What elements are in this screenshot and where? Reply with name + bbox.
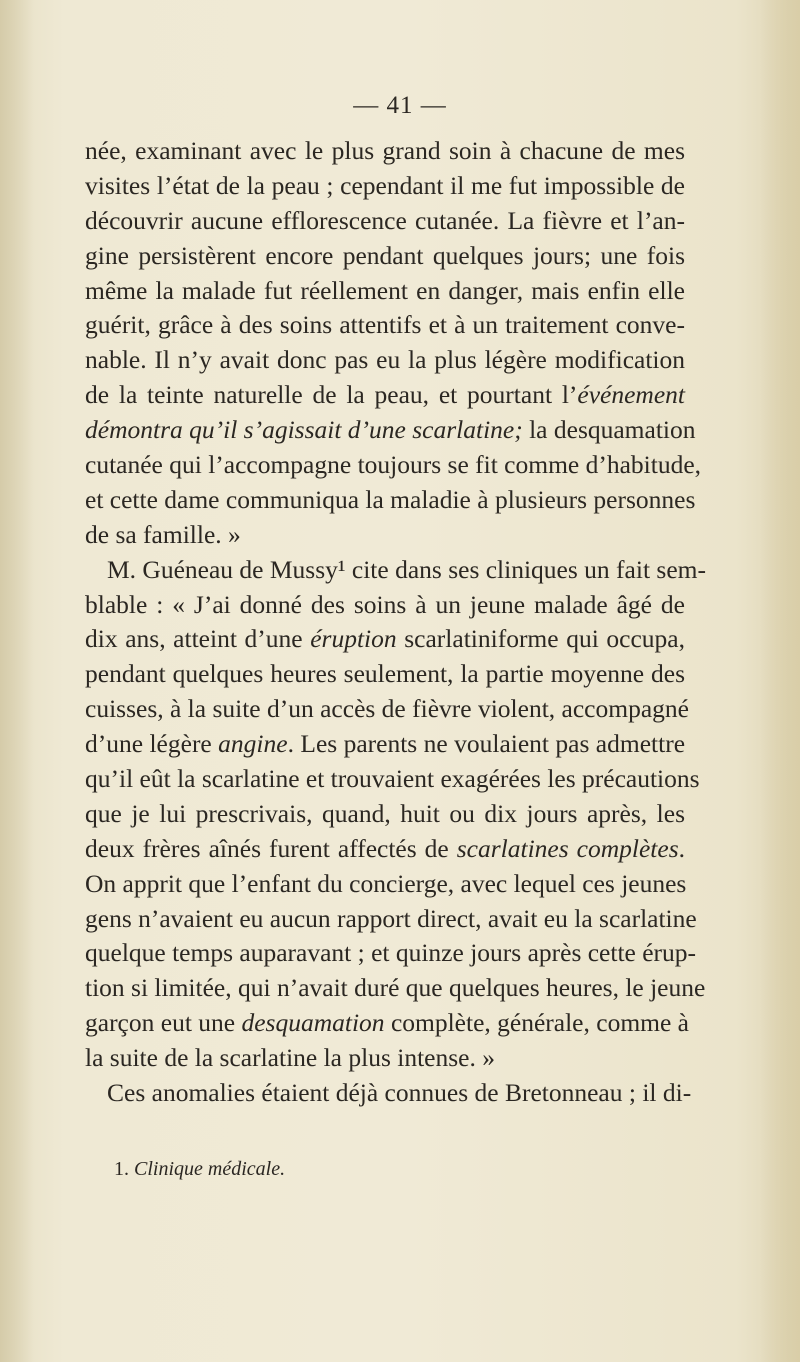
footnote	[114, 1158, 285, 1181]
text-line: la suite de la scarlatine la plus intense. »	[85, 1043, 495, 1073]
page-number: — 41 —	[353, 92, 447, 119]
text-line: tion si limitée, qui n’avait duré que quelques heures, le jeune	[85, 973, 706, 1003]
text-line: même la malade fut réellement en danger, mais enfin elle	[85, 275, 685, 305]
text-line: guérit, grâce à des soins attentifs et à un traitement conve-	[85, 310, 685, 340]
text-line: cutanée qui l’accompagne toujours se fit comme d’habitude,	[85, 450, 702, 480]
page-edge-shadow-right	[760, 0, 800, 1362]
text-line: dix ans, atteint d’une éruption scarlatiniforme qui occupa,	[85, 624, 685, 654]
italic-text: événement	[577, 380, 685, 410]
text-line: de sa famille. »	[85, 519, 241, 549]
italic-text: démontra qu’il s’agissait d’une scarlatine;	[85, 415, 523, 445]
text-line: Ces anomalies étaient déjà connues de Bretonneau ; il di-	[107, 1078, 692, 1108]
text-line: quelque temps auparavant ; et quinze jours après cette érup-	[85, 938, 697, 968]
italic-text: angine	[218, 729, 288, 759]
text-line: qu’il eût la scarlatine et trouvaient exagérées les précautions	[85, 764, 700, 794]
text-line: deux frères aînés furent affectés de scarlatines complètes.	[85, 833, 685, 863]
text-line: découvrir aucune efflorescence cutanée. La fièvre et l’an-	[85, 205, 685, 235]
text-line: de la teinte naturelle de la peau, et pourtant l’événement	[85, 380, 685, 410]
text-line: d’une légère angine. Les parents ne voulaient pas admettre	[85, 729, 686, 759]
text-line: garçon eut une desquamation complète, générale, comme à	[85, 1008, 689, 1038]
text-line: née, examinant avec le plus grand soin à chacune de mes	[85, 136, 685, 165]
body-text	[85, 134, 706, 1111]
text-line: blable : « J’ai donné des soins à un jeune malade âgé de	[85, 589, 685, 619]
text-line: que je lui prescrivais, quand, huit ou dix jours après, les	[85, 798, 685, 828]
text-line: et cette dame communiqua la maladie à plusieurs personnes	[85, 484, 696, 514]
footnote-text: Clinique médicale.	[134, 1158, 286, 1180]
italic-text: éruption	[310, 624, 397, 654]
page-edge-shadow-left	[0, 0, 34, 1362]
text-line: gens n’avaient eu aucun rapport direct, avait eu la scarlatine	[85, 903, 697, 933]
text-line: cuisses, à la suite d’un accès de fièvre violent, accompagné	[85, 694, 689, 724]
text-line: nable. Il n’y avait donc pas eu la plus légère modification	[85, 345, 685, 375]
text-line: pendant quelques heures seulement, la partie moyenne des	[85, 659, 685, 689]
text-line: visites l’état de la peau ; cependant il me fut impossible de	[85, 170, 685, 200]
footnote-number: 1.	[114, 1158, 129, 1180]
text-line: On apprit que l’enfant du concierge, avec lequel ces jeunes	[85, 868, 687, 898]
text-line: M. Guéneau de Mussy¹ cite dans ses cliniques un fait sem-	[107, 554, 706, 584]
italic-text: desquamation	[241, 1008, 385, 1038]
text-line: démontra qu’il s’agissait d’une scarlatine; la desquamation	[85, 415, 696, 445]
text-line: gine persistèrent encore pendant quelques jours; une fois	[85, 240, 685, 270]
italic-text: scarlatines complètes	[456, 833, 679, 863]
